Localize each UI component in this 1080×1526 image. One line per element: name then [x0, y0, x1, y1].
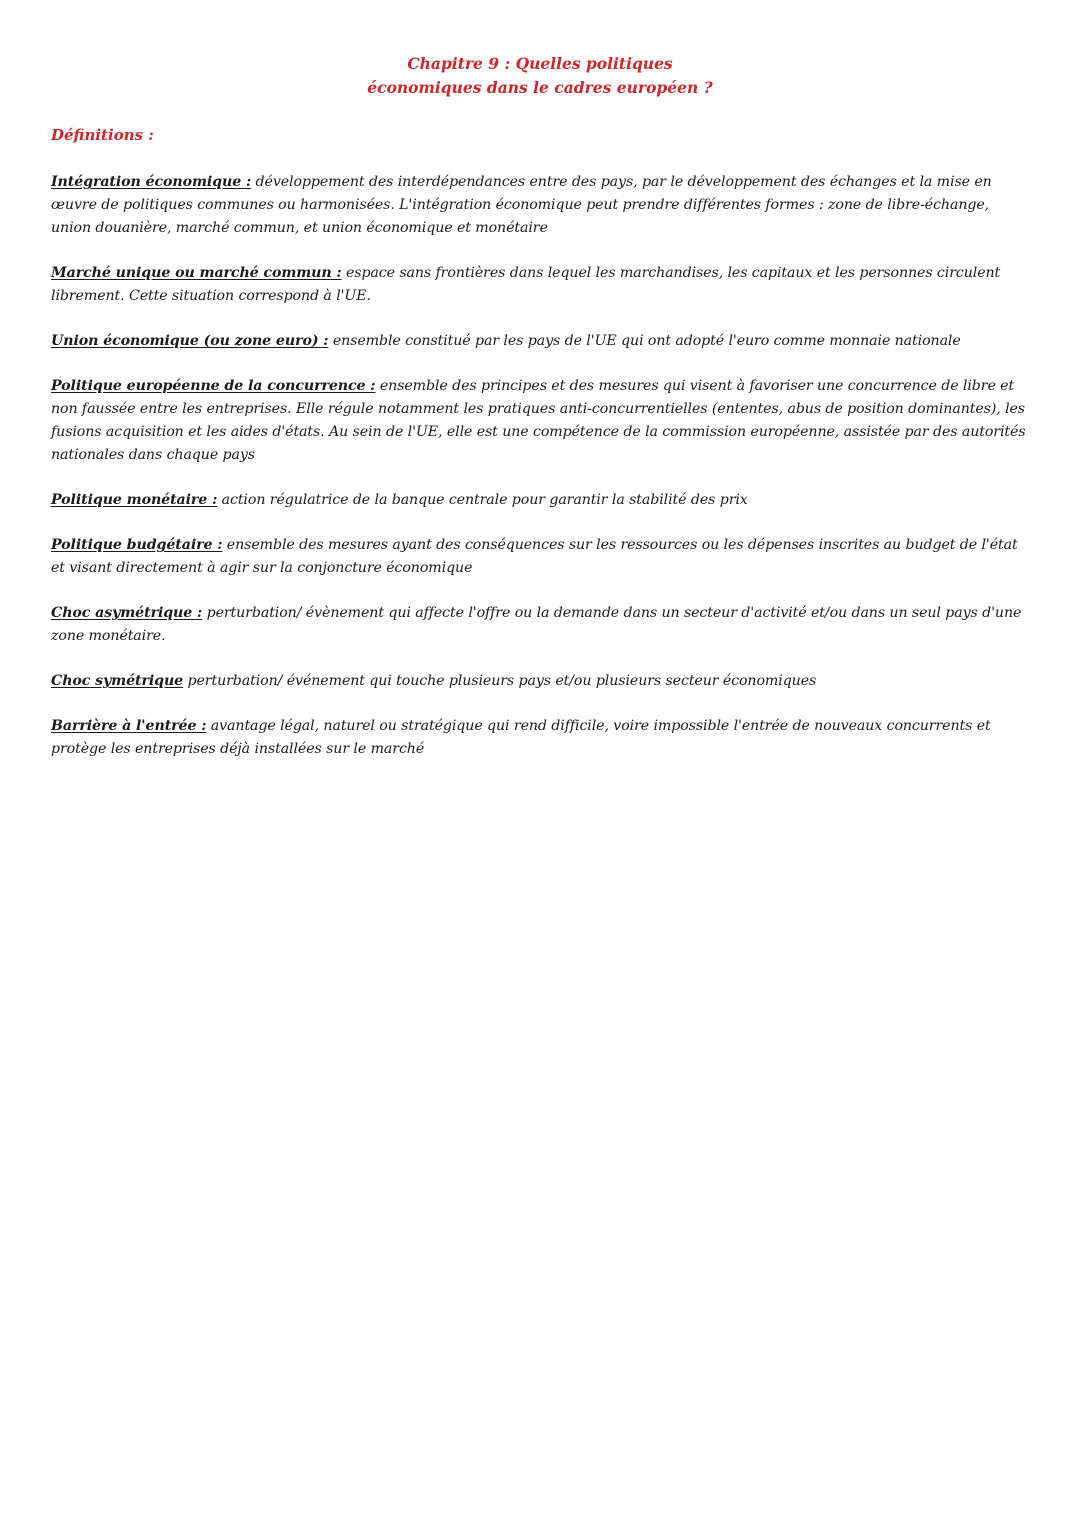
definition-text: espace sans frontières dans lequel les marchandises, les capitaux et les personnes circulent librement. Cette situation correspond à l'UE. [51, 265, 1001, 304]
definition-term: Barrière à l'entrée : [51, 718, 207, 734]
definitions-list [51, 171, 1029, 783]
definition-term: Marché unique ou marché commun : [51, 265, 342, 281]
definition-choc-symetrique [51, 670, 1029, 693]
definition-marche-unique [51, 262, 1029, 308]
definition-text: action régulatrice de la banque centrale pour garantir la stabilité des prix [217, 492, 748, 508]
definition-politique-concurrence [51, 375, 1029, 467]
definition-integration-economique [51, 171, 1029, 240]
definition-text: développement des interdépendances entre des pays, par le développement des échanges et la mise en œuvre de politiques communes ou harmonisées. L'intégration économique peut prendre différentes formes : zone de libre-échange, union douanière, marché commun, et union économique et monétaire [51, 174, 992, 236]
definition-barriere-entree [51, 715, 1029, 761]
definition-term: Intégration économique : [51, 174, 252, 190]
title-line-2: économiques dans le cadres européen ? [367, 78, 713, 97]
definition-text: ensemble constitué par les pays de l'UE qui ont adopté l'euro comme monnaie nationale [328, 333, 961, 349]
page-title [0, 52, 1080, 100]
definition-text: perturbation/ évènement qui affecte l'offre ou la demande dans un secteur d'activité et/ou dans un seul pays d'une zone monétaire. [51, 605, 1022, 644]
definition-term: Choc asymétrique : [51, 605, 203, 621]
definition-union-economique [51, 330, 1029, 353]
definition-text: avantage légal, naturel ou stratégique qui rend difficile, voire impossible l'entrée de nouveaux concurrents et protège les entreprises déjà installées sur le marché [51, 718, 991, 757]
definition-text: ensemble des principes et des mesures qui visent à favoriser une concurrence de libre et non faussée entre les entreprises. Elle régule notamment les pratiques anti-concurrentielles (ententes, abus de position dominantes), les fusions acquisition et les aides d'états. Au sein de l'UE, elle est une compétence de la commission européenne, assistée par des autorités nationales dans chaque pays [51, 378, 1026, 463]
definition-politique-monetaire [51, 489, 1029, 512]
definition-term: Politique européenne de la concurrence : [51, 378, 376, 394]
definition-choc-asymetrique [51, 602, 1029, 648]
definition-text: perturbation/ événement qui touche plusieurs pays et/ou plusieurs secteur économiques [183, 673, 817, 689]
definitions-heading: Définitions : [51, 126, 154, 144]
definition-term: Choc symétrique [51, 673, 184, 689]
definition-term: Politique budgétaire : [51, 537, 223, 553]
definition-term: Politique monétaire : [51, 492, 218, 508]
definition-text: ensemble des mesures ayant des conséquences sur les ressources ou les dépenses inscrites au budget de l'état et visant directement à agir sur la conjoncture économique [51, 537, 1018, 576]
definition-term: Union économique (ou zone euro) : [51, 333, 329, 349]
title-line-1: Chapitre 9 : Quelles politiques [407, 54, 673, 73]
definition-politique-budgetaire [51, 534, 1029, 580]
